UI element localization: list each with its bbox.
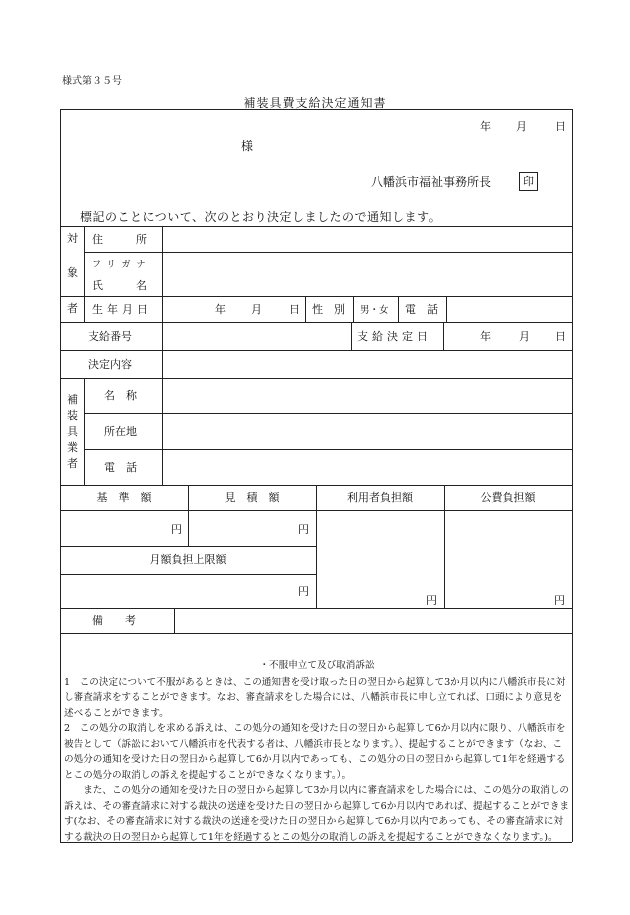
estimate-amount-header: 見 積 額 (224, 491, 280, 504)
remarks-label: 備 考 (92, 614, 136, 627)
line (443, 322, 444, 350)
standard-yen: 円 (171, 523, 182, 536)
line (60, 226, 572, 227)
vendor-phone-label: 電 話 (104, 461, 137, 474)
vendor-group-label-1: 補 (67, 393, 78, 406)
decision-date-label: 支給決定日 (357, 330, 432, 343)
date-year: 年 (480, 120, 491, 133)
addressee-suffix: 様 (241, 139, 254, 153)
line (60, 546, 316, 547)
vendor-group-label-5: 者 (67, 457, 78, 470)
decision-month: 月 (519, 330, 530, 343)
line (60, 574, 316, 575)
sex-value: 男・女 (360, 305, 389, 316)
vendor-group-label-2: 装 (67, 409, 78, 422)
line (60, 296, 572, 297)
birth-year: 年 (215, 303, 226, 316)
subject-group-label-2: 象 (67, 266, 78, 279)
birth-day: 日 (289, 303, 300, 316)
birth-label: 生年月日 (92, 303, 152, 316)
line (446, 296, 447, 322)
line (84, 413, 572, 414)
document-title: 補装具費支給決定通知書 (243, 96, 387, 110)
decision-content-label: 決定内容 (88, 358, 132, 371)
vendor-name-label: 名 称 (104, 389, 137, 402)
standard-amount-header: 基 準 額 (96, 491, 152, 504)
payment-no-label: 支給番号 (88, 330, 132, 343)
monthly-cap-label: 月額負担上限額 (149, 553, 227, 566)
frame-top (60, 109, 572, 110)
public-burden-yen: 円 (554, 594, 565, 607)
line (305, 296, 306, 322)
line (60, 322, 572, 323)
line (60, 350, 572, 351)
line (398, 296, 399, 322)
subject-group-label-1: 対 (67, 232, 78, 245)
frame-left (60, 109, 61, 842)
birth-month: 月 (251, 303, 262, 316)
public-burden-header: 公費負担額 (480, 491, 536, 504)
subject-group-label-3: 者 (67, 302, 78, 315)
address-label: 住 所 (92, 233, 147, 246)
intro-text: 標記のことについて、次のとおり決定しましたので通知します。 (80, 210, 442, 224)
estimate-yen: 円 (298, 523, 309, 536)
line (60, 378, 572, 379)
notes-paragraph-1: 1 この決定について不服があるときは、この通知書を受け取った日の翌日から起算して3か月以内に八幡浜市長に対し審査請求をすることができます。なお、審査請求をした場合には、八幡浜市長に申し立てれば、口頭により意見を述べることができます。 (64, 676, 566, 719)
line (84, 226, 85, 322)
date-month: 月 (516, 120, 527, 133)
user-burden-yen: 円 (426, 594, 437, 607)
line (351, 322, 352, 350)
name-label: 氏 名 (92, 279, 147, 292)
line (353, 296, 354, 322)
notes-paragraph-3: また、この処分の通知を受けた日の翌日から起算して3か月以内に審査請求をした場合には、この処分の取消しの訴えは、その審査請求に対する裁決の送達を受けた日の翌日から起算して6か月以内であれば、提起することができます(なお、その審査請求に対する裁決の送達を受けた日の翌日から起算して6か月以内であっても、その審査請求に対する裁決の日の翌日から起算して1年を経過するとこの処分の取消しの訴えを提起することができなくなります。)。 (64, 785, 569, 843)
form-number: 様式第３５号 (62, 76, 122, 87)
vendor-group-label-4: 業 (67, 441, 78, 454)
frame-right (572, 109, 573, 842)
vendor-location-label: 所在地 (104, 425, 137, 438)
line (162, 226, 163, 485)
line (60, 633, 572, 634)
seal-mark: 印 (519, 172, 538, 191)
notes-heading: ・不服申立て及び取消訴訟 (259, 660, 375, 671)
vendor-group-label-3: 具 (67, 425, 78, 438)
notes-section (64, 658, 570, 845)
notes-paragraph-2: 2 この処分の取消しを求める訴えは、この処分の通知を受けた日の翌日から起算して6か月以内に限り、八幡浜市を被告として（訴訟において八幡浜市を代表する者は、八幡浜市長となります。）、提起することができます（なお、この処分の通知を受けた日の翌日から起算して6か月以内であっても、この処分の日の翌日から起算して1年を経過するとこの処分の取消しの訴えを提起することができなくなります。）。 (64, 723, 566, 781)
furigana-label: フリガナ (92, 260, 152, 270)
line (84, 378, 85, 485)
sex-label: 性 別 (312, 303, 345, 316)
decision-day: 日 (555, 330, 566, 343)
line (174, 608, 175, 633)
issuer: 八幡浜市福祉事務所長 (371, 175, 492, 189)
user-burden-header: 利用者負担額 (347, 491, 413, 504)
line (84, 449, 572, 450)
decision-year: 年 (480, 330, 491, 343)
line (60, 608, 572, 609)
date-day: 日 (555, 120, 566, 133)
line (84, 252, 572, 253)
monthly-cap-yen: 円 (298, 585, 309, 598)
phone-label: 電 話 (405, 303, 438, 316)
